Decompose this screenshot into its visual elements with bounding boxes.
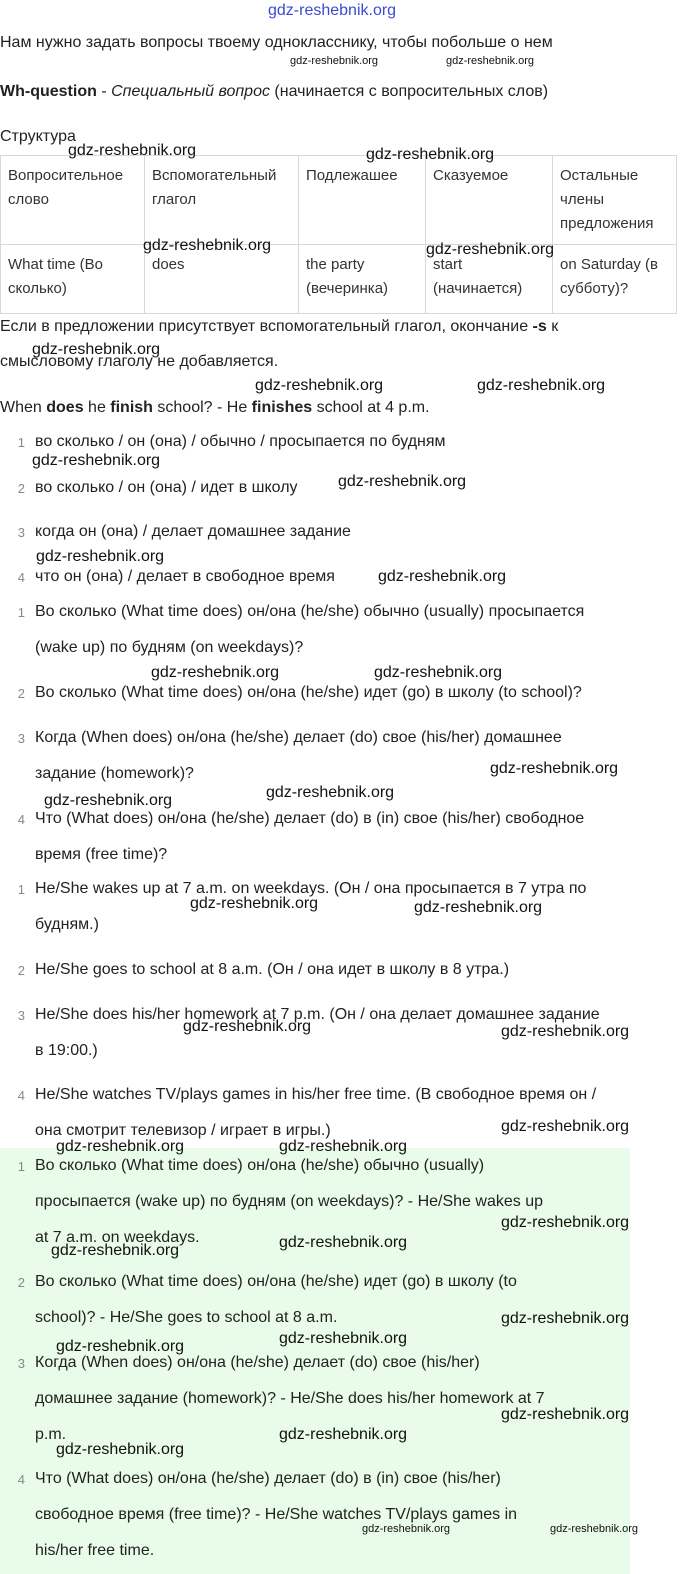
- watermark: gdz-reshebnik.org: [501, 1214, 630, 1231]
- watermark: gdz-reshebnik.org: [32, 341, 161, 358]
- watermark: gdz-reshebnik.org: [36, 548, 165, 565]
- watermark: gdz-reshebnik.org: [366, 146, 495, 163]
- watermark: gdz-reshebnik.org: [501, 1118, 630, 1135]
- watermark: gdz-reshebnik.org: [143, 237, 272, 254]
- table-cell: What time (Во сколько): [1, 245, 145, 314]
- intro-text: Нам нужно задать вопросы твоему однокласснику, чтобы побольше о нем: [0, 34, 553, 51]
- table-header-row: [1, 156, 677, 245]
- watermark: gdz-reshebnik.org: [44, 792, 173, 809]
- watermark: gdz-reshebnik.org: [446, 55, 535, 67]
- watermark: gdz-reshebnik.org: [501, 1023, 630, 1040]
- watermark: gdz-reshebnik.org: [266, 784, 395, 801]
- watermark: gdz-reshebnik.org: [279, 1138, 408, 1155]
- watermark: gdz-reshebnik.org: [268, 2, 397, 19]
- watermark: gdz-reshebnik.org: [255, 377, 384, 394]
- watermark: gdz-reshebnik.org: [56, 1138, 185, 1155]
- watermark: gdz-reshebnik.org: [151, 664, 280, 681]
- watermark: gdz-reshebnik.org: [362, 1523, 451, 1535]
- table-cell: the party (вечеринка): [299, 245, 426, 314]
- example-sentence: When does he finish school? - He finishes school at 4 p.m.: [0, 399, 430, 416]
- watermark: gdz-reshebnik.org: [279, 1426, 408, 1443]
- watermark: gdz-reshebnik.org: [56, 1338, 185, 1355]
- watermark: gdz-reshebnik.org: [51, 1242, 180, 1259]
- watermark: gdz-reshebnik.org: [501, 1406, 630, 1423]
- table-cell: does: [145, 245, 299, 314]
- watermark: gdz-reshebnik.org: [477, 377, 606, 394]
- watermark: gdz-reshebnik.org: [56, 1441, 185, 1458]
- table-header-cell: Сказуемое: [426, 156, 553, 245]
- table-header-cell: Подлежашее: [299, 156, 426, 245]
- wh-question-line: [0, 83, 548, 101]
- watermark: gdz-reshebnik.org: [378, 568, 507, 585]
- watermark: gdz-reshebnik.org: [501, 1310, 630, 1327]
- watermark: gdz-reshebnik.org: [68, 142, 197, 159]
- watermark: gdz-reshebnik.org: [290, 55, 379, 67]
- watermark: gdz-reshebnik.org: [279, 1330, 408, 1347]
- watermark: gdz-reshebnik.org: [183, 1018, 312, 1035]
- table-row: [1, 245, 677, 314]
- wh-question-term: Wh-question: [0, 83, 97, 100]
- table-cell: on Saturday (в субботу)?: [553, 245, 677, 314]
- table-header-cell: Вспомогательный глагол: [145, 156, 299, 245]
- rule-line-2: смысловому глаголу не добавляется.: [0, 353, 279, 370]
- watermark: gdz-reshebnik.org: [279, 1234, 408, 1251]
- table-header-cell: Остальные члены предложения: [553, 156, 677, 245]
- watermark: gdz-reshebnik.org: [190, 895, 319, 912]
- wh-question-note: (начинается с вопросительных слов): [269, 83, 549, 100]
- wh-question-translation: Специальный вопрос: [111, 83, 270, 100]
- table-cell: start (начинается): [426, 245, 553, 314]
- wh-dash: -: [96, 83, 112, 100]
- rule-line-1: Если в предложении присутствует вспомогательный глагол, окончание -s к: [0, 318, 559, 335]
- watermark: gdz-reshebnik.org: [338, 473, 467, 490]
- watermark: gdz-reshebnik.org: [426, 241, 555, 258]
- structure-table: [0, 155, 677, 314]
- watermark: gdz-reshebnik.org: [32, 452, 161, 469]
- watermark: gdz-reshebnik.org: [414, 899, 543, 916]
- watermark: gdz-reshebnik.org: [374, 664, 503, 681]
- table-header-cell: Вопросительное слово: [1, 156, 145, 245]
- watermark: gdz-reshebnik.org: [490, 760, 619, 777]
- watermark: gdz-reshebnik.org: [550, 1523, 639, 1535]
- structure-label: Структура: [0, 128, 76, 145]
